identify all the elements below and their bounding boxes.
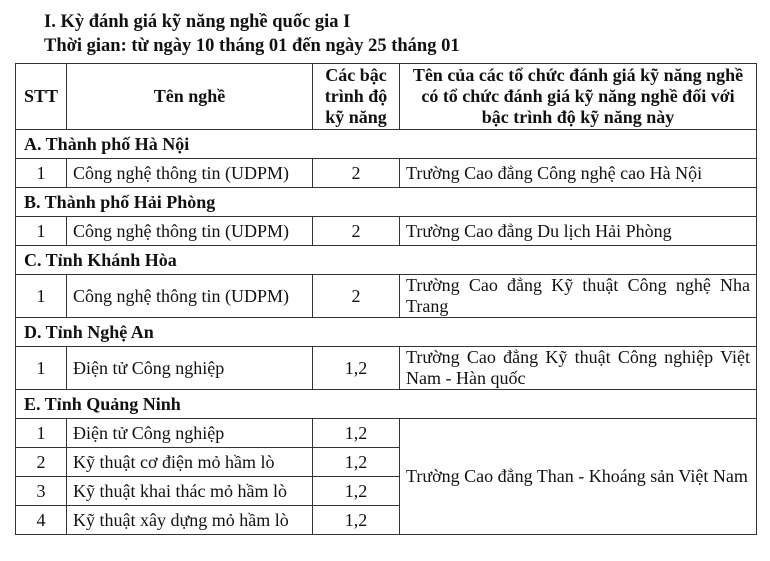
group-title: D. Tỉnh Nghệ An <box>16 318 757 347</box>
cell-level: 2 <box>313 275 400 318</box>
cell-name: Điện tử Công nghiệp <box>67 347 313 390</box>
group-title: E. Tỉnh Quảng Ninh <box>16 390 757 419</box>
group-row <box>16 390 757 419</box>
cell-level: 1,2 <box>313 506 400 535</box>
cell-stt: 1 <box>16 347 67 390</box>
table-row <box>16 419 757 448</box>
group-row <box>16 188 757 217</box>
header-name: Tên nghề <box>67 64 313 130</box>
heading-title: I. Kỳ đánh giá kỹ năng nghề quốc gia I <box>44 12 351 32</box>
group-title: C. Tỉnh Khánh Hòa <box>16 246 757 275</box>
cell-org: Trường Cao đẳng Kỹ thuật Công nghiệp Việt Nam - Hàn quốc <box>400 347 757 390</box>
cell-level: 1,2 <box>313 448 400 477</box>
header-org: Tên của các tổ chức đánh giá kỹ năng nghề có tổ chức đánh giá kỹ năng nghề đối với bậc trình độ kỹ năng này <box>400 64 757 130</box>
cell-name: Công nghệ thông tin (UDPM) <box>67 159 313 188</box>
header-stt: STT <box>16 64 67 130</box>
table-row <box>16 159 757 188</box>
section-heading <box>44 10 460 58</box>
cell-name: Kỹ thuật cơ điện mỏ hầm lò <box>67 448 313 477</box>
cell-org-merged: Trường Cao đẳng Than - Khoáng sản Việt Nam <box>400 419 757 535</box>
table-header <box>16 64 757 130</box>
cell-stt: 1 <box>16 159 67 188</box>
cell-level: 1,2 <box>313 347 400 390</box>
cell-stt: 1 <box>16 217 67 246</box>
cell-name: Điện tử Công nghiệp <box>67 419 313 448</box>
cell-level: 2 <box>313 217 400 246</box>
cell-stt: 2 <box>16 448 67 477</box>
cell-name: Công nghệ thông tin (UDPM) <box>67 275 313 318</box>
header-level: Các bậc trình độ kỹ năng <box>313 64 400 130</box>
cell-name: Kỹ thuật khai thác mỏ hầm lò <box>67 477 313 506</box>
cell-stt: 3 <box>16 477 67 506</box>
heading-period: Thời gian: từ ngày 10 tháng 01 đến ngày 25 tháng 01 <box>44 36 460 56</box>
table-row <box>16 347 757 390</box>
assessment-table <box>15 63 757 535</box>
cell-name: Kỹ thuật xây dựng mỏ hầm lò <box>67 506 313 535</box>
group-row <box>16 130 757 159</box>
cell-org: Trường Cao đẳng Kỹ thuật Công nghệ Nha Trang <box>400 275 757 318</box>
cell-level: 1,2 <box>313 477 400 506</box>
cell-stt: 1 <box>16 419 67 448</box>
group-row <box>16 318 757 347</box>
cell-level: 2 <box>313 159 400 188</box>
group-title: A. Thành phố Hà Nội <box>16 130 757 159</box>
cell-stt: 1 <box>16 275 67 318</box>
cell-stt: 4 <box>16 506 67 535</box>
group-title: B. Thành phố Hải Phòng <box>16 188 757 217</box>
cell-name: Công nghệ thông tin (UDPM) <box>67 217 313 246</box>
cell-org: Trường Cao đẳng Du lịch Hải Phòng <box>400 217 757 246</box>
cell-level: 1,2 <box>313 419 400 448</box>
group-row <box>16 246 757 275</box>
table-row <box>16 217 757 246</box>
table-row <box>16 275 757 318</box>
cell-org: Trường Cao đẳng Công nghệ cao Hà Nội <box>400 159 757 188</box>
